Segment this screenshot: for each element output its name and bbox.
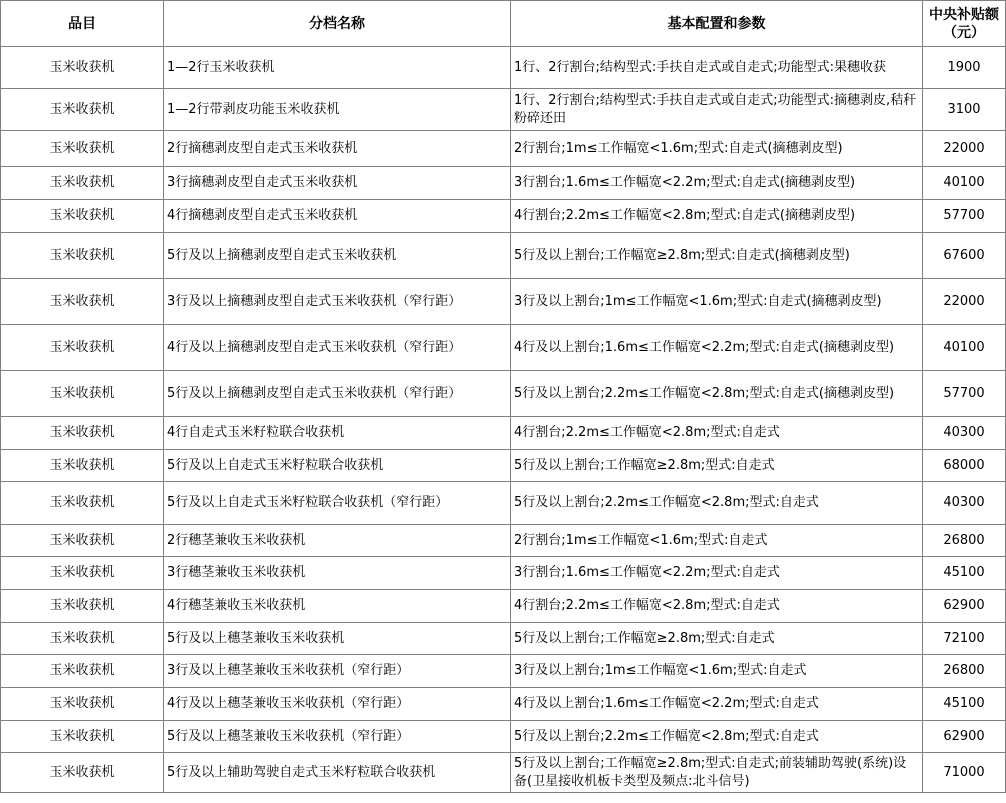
table-row — [1, 525, 1006, 557]
row-spec-cell: 3行及以上割台;1m≤工作幅宽<1.6m;型式:自走式 — [511, 655, 923, 688]
table-row — [1, 557, 1006, 590]
table-row — [1, 590, 1006, 623]
row-category-cell: 玉米收获机 — [1, 721, 164, 753]
row-spec-cell: 2行割台;1m≤工作幅宽<1.6m;型式:自走式 — [511, 525, 923, 557]
table-row — [1, 131, 1006, 167]
row-subsidy-amount-cell: 40100 — [923, 167, 1006, 200]
table-row — [1, 200, 1006, 233]
row-tier-name-cell: 4行穗茎兼收玉米收获机 — [164, 590, 511, 623]
header-subsidy-amount: 中央补贴额（元） — [923, 1, 1006, 47]
row-subsidy-amount-cell: 26800 — [923, 525, 1006, 557]
row-spec-cell: 5行及以上割台;2.2m≤工作幅宽<2.8m;型式:自走式 — [511, 482, 923, 525]
row-tier-name-cell: 2行摘穗剥皮型自走式玉米收获机 — [164, 131, 511, 167]
row-category-cell: 玉米收获机 — [1, 371, 164, 417]
row-tier-name-cell: 5行及以上摘穗剥皮型自走式玉米收获机 — [164, 233, 511, 279]
row-tier-name-cell: 5行及以上辅助驾驶自走式玉米籽粒联合收获机 — [164, 753, 511, 793]
row-category-cell: 玉米收获机 — [1, 623, 164, 655]
row-category-cell: 玉米收获机 — [1, 753, 164, 793]
row-tier-name-cell: 4行摘穗剥皮型自走式玉米收获机 — [164, 200, 511, 233]
row-category-cell: 玉米收获机 — [1, 525, 164, 557]
table-row — [1, 279, 1006, 325]
row-category-cell: 玉米收获机 — [1, 167, 164, 200]
row-category-cell: 玉米收获机 — [1, 47, 164, 89]
row-subsidy-amount-cell: 40300 — [923, 482, 1006, 525]
row-subsidy-amount-cell: 40100 — [923, 325, 1006, 371]
table-row — [1, 623, 1006, 655]
row-subsidy-amount-cell: 57700 — [923, 371, 1006, 417]
row-tier-name-cell: 4行及以上穗茎兼收玉米收获机（窄行距） — [164, 688, 511, 721]
row-subsidy-amount-cell: 45100 — [923, 688, 1006, 721]
row-category-cell: 玉米收获机 — [1, 200, 164, 233]
row-category-cell: 玉米收获机 — [1, 325, 164, 371]
row-spec-cell: 4行割台;2.2m≤工作幅宽<2.8m;型式:自走式 — [511, 590, 923, 623]
row-tier-name-cell: 5行及以上穗茎兼收玉米收获机 — [164, 623, 511, 655]
table-row — [1, 233, 1006, 279]
row-tier-name-cell: 1—2行带剥皮功能玉米收获机 — [164, 89, 511, 131]
row-subsidy-amount-cell: 68000 — [923, 450, 1006, 482]
row-subsidy-amount-cell: 71000 — [923, 753, 1006, 793]
table-row — [1, 47, 1006, 89]
row-spec-cell: 5行及以上割台;2.2m≤工作幅宽<2.8m;型式:自走式 — [511, 721, 923, 753]
row-category-cell: 玉米收获机 — [1, 655, 164, 688]
row-spec-cell: 2行割台;1m≤工作幅宽<1.6m;型式:自走式(摘穗剥皮型) — [511, 131, 923, 167]
header-tier-name: 分档名称 — [164, 1, 511, 47]
row-category-cell: 玉米收获机 — [1, 590, 164, 623]
row-subsidy-amount-cell: 57700 — [923, 200, 1006, 233]
row-tier-name-cell: 5行及以上自走式玉米籽粒联合收获机（窄行距） — [164, 482, 511, 525]
row-tier-name-cell: 4行及以上摘穗剥皮型自走式玉米收获机（窄行距） — [164, 325, 511, 371]
row-subsidy-amount-cell: 22000 — [923, 131, 1006, 167]
row-spec-cell: 5行及以上割台;工作幅宽≥2.8m;型式:自走式(摘穗剥皮型) — [511, 233, 923, 279]
table-row — [1, 753, 1006, 793]
row-subsidy-amount-cell: 67600 — [923, 233, 1006, 279]
row-tier-name-cell: 3行摘穗剥皮型自走式玉米收获机 — [164, 167, 511, 200]
header-spec: 基本配置和参数 — [511, 1, 923, 47]
table-row — [1, 417, 1006, 450]
row-subsidy-amount-cell: 26800 — [923, 655, 1006, 688]
row-spec-cell: 4行割台;2.2m≤工作幅宽<2.8m;型式:自走式(摘穗剥皮型) — [511, 200, 923, 233]
row-subsidy-amount-cell: 22000 — [923, 279, 1006, 325]
row-tier-name-cell: 2行穗茎兼收玉米收获机 — [164, 525, 511, 557]
table-row — [1, 89, 1006, 131]
row-tier-name-cell: 5行及以上自走式玉米籽粒联合收获机 — [164, 450, 511, 482]
row-subsidy-amount-cell: 3100 — [923, 89, 1006, 131]
table-row — [1, 721, 1006, 753]
table-row — [1, 167, 1006, 200]
row-tier-name-cell: 4行自走式玉米籽粒联合收获机 — [164, 417, 511, 450]
row-spec-cell: 1行、2行割台;结构型式:手扶自走式或自走式;功能型式:摘穗剥皮,秸秆粉碎还田 — [511, 89, 923, 131]
row-spec-cell: 4行及以上割台;1.6m≤工作幅宽<2.2m;型式:自走式 — [511, 688, 923, 721]
row-spec-cell: 5行及以上割台;工作幅宽≥2.8m;型式:自走式 — [511, 623, 923, 655]
row-subsidy-amount-cell: 62900 — [923, 721, 1006, 753]
row-category-cell: 玉米收获机 — [1, 450, 164, 482]
row-spec-cell: 1行、2行割台;结构型式:手扶自走式或自走式;功能型式:果穗收获 — [511, 47, 923, 89]
row-subsidy-amount-cell: 72100 — [923, 623, 1006, 655]
row-spec-cell: 5行及以上割台;2.2m≤工作幅宽<2.8m;型式:自走式(摘穗剥皮型) — [511, 371, 923, 417]
table-row — [1, 482, 1006, 525]
table-row — [1, 325, 1006, 371]
row-subsidy-amount-cell: 45100 — [923, 557, 1006, 590]
row-tier-name-cell: 3行穗茎兼收玉米收获机 — [164, 557, 511, 590]
table-row — [1, 450, 1006, 482]
table-row — [1, 655, 1006, 688]
row-spec-cell: 5行及以上割台;工作幅宽≥2.8m;型式:自走式;前装辅助驾驶(系统)设备(卫星接收机板卡类型及频点:北斗信号) — [511, 753, 923, 793]
header-category: 品目 — [1, 1, 164, 47]
row-subsidy-amount-cell: 62900 — [923, 590, 1006, 623]
table-body — [1, 47, 1006, 793]
row-spec-cell: 3行割台;1.6m≤工作幅宽<2.2m;型式:自走式 — [511, 557, 923, 590]
row-tier-name-cell: 3行及以上摘穗剥皮型自走式玉米收获机（窄行距） — [164, 279, 511, 325]
row-spec-cell: 3行割台;1.6m≤工作幅宽<2.2m;型式:自走式(摘穗剥皮型) — [511, 167, 923, 200]
table-row — [1, 688, 1006, 721]
row-tier-name-cell: 5行及以上摘穗剥皮型自走式玉米收获机（窄行距） — [164, 371, 511, 417]
row-tier-name-cell: 1—2行玉米收获机 — [164, 47, 511, 89]
row-category-cell: 玉米收获机 — [1, 482, 164, 525]
row-subsidy-amount-cell: 1900 — [923, 47, 1006, 89]
row-subsidy-amount-cell: 40300 — [923, 417, 1006, 450]
row-tier-name-cell: 5行及以上穗茎兼收玉米收获机（窄行距） — [164, 721, 511, 753]
row-category-cell: 玉米收获机 — [1, 417, 164, 450]
header-row — [1, 1, 1006, 47]
row-spec-cell: 4行及以上割台;1.6m≤工作幅宽<2.2m;型式:自走式(摘穗剥皮型) — [511, 325, 923, 371]
row-category-cell: 玉米收获机 — [1, 688, 164, 721]
row-category-cell: 玉米收获机 — [1, 557, 164, 590]
row-category-cell: 玉米收获机 — [1, 279, 164, 325]
row-spec-cell: 5行及以上割台;工作幅宽≥2.8m;型式:自走式 — [511, 450, 923, 482]
row-category-cell: 玉米收获机 — [1, 89, 164, 131]
table-row — [1, 371, 1006, 417]
row-category-cell: 玉米收获机 — [1, 233, 164, 279]
table-header — [1, 1, 1006, 47]
row-category-cell: 玉米收获机 — [1, 131, 164, 167]
row-spec-cell: 3行及以上割台;1m≤工作幅宽<1.6m;型式:自走式(摘穗剥皮型) — [511, 279, 923, 325]
row-spec-cell: 4行割台;2.2m≤工作幅宽<2.8m;型式:自走式 — [511, 417, 923, 450]
row-tier-name-cell: 3行及以上穗茎兼收玉米收获机（窄行距） — [164, 655, 511, 688]
